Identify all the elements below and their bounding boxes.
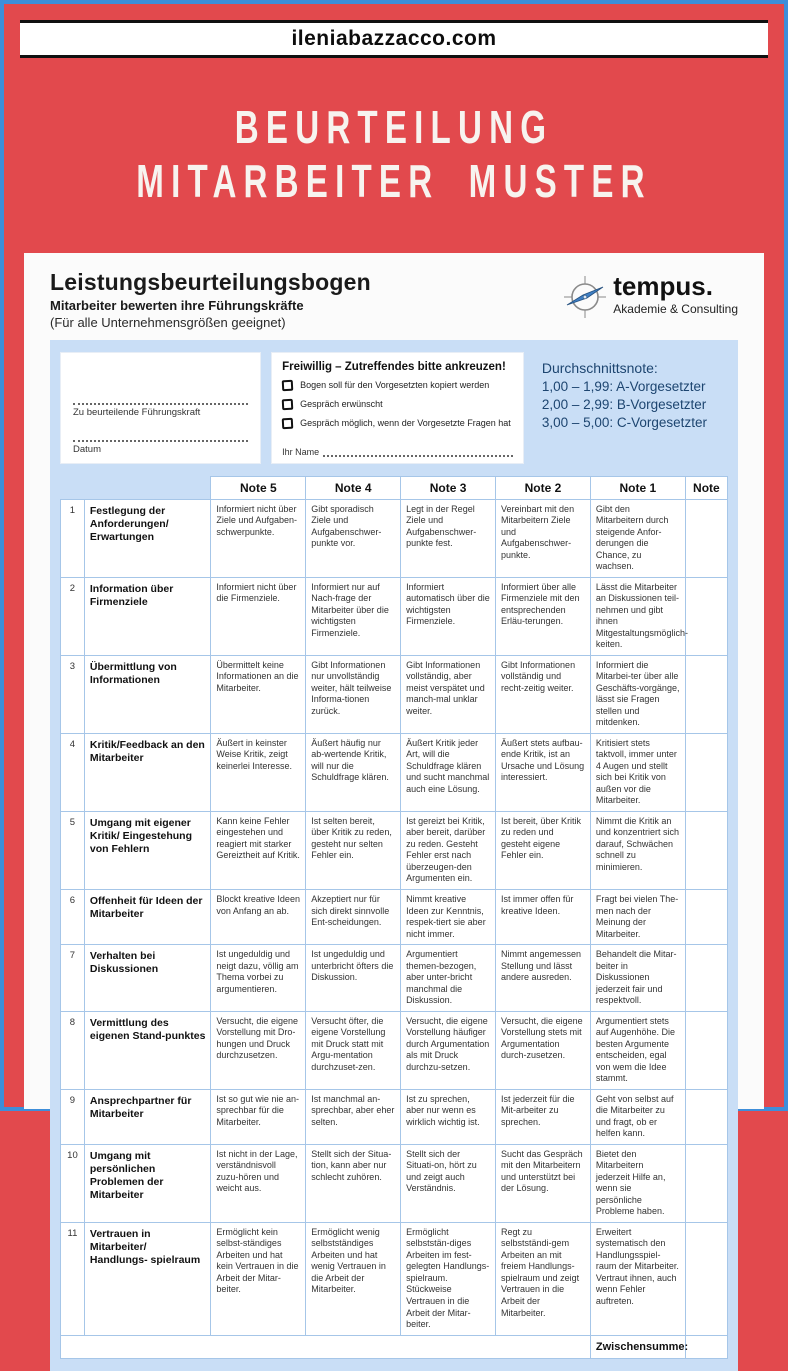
document-subtitle-2: (Für alle Unternehmensgrößen geeignet) xyxy=(50,314,286,330)
average-note-title: Durchschnittsnote: xyxy=(541,359,658,376)
average-note-line-c: 3,00 – 5,00: C-Vorgesetzter xyxy=(541,414,707,430)
average-note-block xyxy=(534,352,728,464)
criterion-label: Offenheit für Ideen der Mitarbeiter xyxy=(84,890,211,945)
table-row xyxy=(61,655,728,733)
document-subtitle: Mitarbeiter bewerten ihre Führungskräfte xyxy=(50,297,304,313)
checkbox-row-questions xyxy=(282,418,513,429)
document-header xyxy=(50,269,738,330)
note-description: Stellt sich der Situati-on, hört zu und zeigt auch Verständnis. xyxy=(401,1144,496,1222)
note-description: Legt in der Regel Ziele und Aufgabenschwer-punkte fest. xyxy=(401,499,496,577)
logo-text xyxy=(613,270,738,316)
note-description: Ist so gut wie nie an-sprechbar für die Mitarbeiter. xyxy=(211,1089,306,1144)
note-description: Vereinbart mit den Mitarbeitern Ziele und Aufgabenschwer-punkte. xyxy=(496,499,591,577)
row-number: 6 xyxy=(61,890,85,945)
note-description: Informiert nicht über Ziele und Aufgaben-schwerpunkte. xyxy=(211,499,306,577)
checkbox-row-copy xyxy=(282,380,513,391)
row-number: 8 xyxy=(61,1011,85,1089)
checkbox-talk[interactable] xyxy=(282,398,294,410)
table-row xyxy=(61,945,728,1012)
note-description: Kritisiert stets taktvoll, immer unter 4 Augen und stellt sich bei Kritik von außen vor die Mitarbeiter. xyxy=(590,733,685,811)
note-description: Ermöglicht wenig selbstständiges Arbeiten und hat wenig Vertrauen in die Arbeit der Mitarbeiter. xyxy=(306,1222,401,1335)
row-number: 3 xyxy=(61,655,85,733)
note-description: Gibt Informationen vollständig und recht-zeitig weiter. xyxy=(496,655,591,733)
document-sheet xyxy=(24,253,764,1353)
form-area xyxy=(50,340,738,1371)
leader-field-label: Zu beurteilende Führungskraft xyxy=(73,406,201,418)
score-entry-cell[interactable] xyxy=(685,1089,727,1144)
checkbox-questions-label: Gespräch möglich, wenn der Vorgesetzte Fragen hat xyxy=(300,418,511,429)
note-description: Lässt die Mitarbeiter an Diskussionen teil-nehmen und gibt ihnen Mitgestaltungsmöglich-keiten. xyxy=(590,577,685,655)
row-number: 5 xyxy=(61,811,85,889)
table-row xyxy=(61,1222,728,1335)
score-entry-cell[interactable] xyxy=(685,655,727,733)
note-description: Versucht öfter, die eigene Vorstellung mit Druck statt mit Argu-mentation durchzuset-zen. xyxy=(306,1011,401,1089)
header-note-3: Note 3 xyxy=(401,476,496,499)
note-description: Informiert über alle Firmenziele mit den entsprechenden Erläu-terungen. xyxy=(496,577,591,655)
name-input-line[interactable] xyxy=(323,449,513,457)
header-note-1: Note 1 xyxy=(590,476,685,499)
note-description: Äußert stets aufbau-ende Kritik, ist an Ursache und Lösung interessiert. xyxy=(496,733,591,811)
criterion-label: Vertrauen in Mitarbeiter/ Handlungs- spielraum xyxy=(84,1222,211,1335)
note-description: Ist selten bereit, über Kritik zu reden, gesteht nur selten Fehler ein. xyxy=(306,811,401,889)
criterion-label: Information über Firmenziele xyxy=(84,577,211,655)
note-description: Informiert automatisch über die wichtigsten Firmenziele. xyxy=(401,577,496,655)
score-entry-cell[interactable] xyxy=(685,945,727,1012)
table-row xyxy=(61,1089,728,1144)
note-description: Äußert Kritik jeder Art, will die Schuldfrage klären und sucht manchmal auch eine Lösung. xyxy=(401,733,496,811)
name-row xyxy=(282,437,513,457)
criterion-label: Verhalten bei Diskussionen xyxy=(84,945,211,1012)
header-note-4: Note 4 xyxy=(306,476,401,499)
note-description: Ist gereizt bei Kritik, aber bereit, darüber zu reden. Gesteht Fehler erst nach überzeugen-den Argumenten ein. xyxy=(401,811,496,889)
criterion-label: Übermittlung von Informationen xyxy=(84,655,211,733)
tempus-logo xyxy=(563,270,738,319)
note-description: Ermöglicht selbststän-diges Arbeiten im fest-gelegten Handlungs-spielraum. Stückweise Vertrauen in die Arbeit der Mitar-beiter. xyxy=(401,1222,496,1335)
note-description: Behandelt die Mitar-beiter in Diskussionen jederzeit fair und respektvoll. xyxy=(590,945,685,1012)
person-date-box xyxy=(60,352,261,464)
note-description: Stellt sich der Situa-tion, kann aber nur schlecht zuhören. xyxy=(306,1144,401,1222)
average-note-line-a: 1,00 – 1,99: A-Vorgesetzter xyxy=(541,378,706,394)
hero-line-2: MITARBEITER MUSTER xyxy=(136,155,652,208)
hero-line-1: BEURTEILUNG xyxy=(234,101,554,153)
row-number: 9 xyxy=(61,1089,85,1144)
evaluation-table xyxy=(60,476,728,1359)
note-description: Übermittelt keine Informationen an die Mitarbeiter. xyxy=(211,655,306,733)
row-number: 4 xyxy=(61,733,85,811)
note-description: Gibt Informationen nur unvollständig weiter, hält teilweise Informa-tionen zurück. xyxy=(306,655,401,733)
criterion-label: Umgang mit persönlichen Problemen der Mitarbeiter xyxy=(84,1144,211,1222)
note-description: Bietet den Mitarbeitern jederzeit Hilfe an, wenn sie persönliche Probleme haben. xyxy=(590,1144,685,1222)
note-description: Geht von selbst auf die Mitarbeiter zu und fragt, ob er helfen kann. xyxy=(590,1089,685,1144)
document-title: Leistungsbeurteilungsbogen xyxy=(50,268,371,295)
score-entry-cell[interactable] xyxy=(685,577,727,655)
note-description: Ist manchmal an-sprechbar, aber eher selten. xyxy=(306,1089,401,1144)
note-description: Versucht, die eigene Vorstellung mit Dro-hungen und Druck durchzusetzen. xyxy=(211,1011,306,1089)
site-url: ileniabazzacco.com xyxy=(291,27,497,50)
table-row xyxy=(61,1144,728,1222)
hero-title xyxy=(4,100,784,209)
note-description: Nimmt kreative Ideen zur Kenntnis, respek-tiert sie aber nicht immer. xyxy=(401,890,496,945)
note-description: Nimmt die Kritik an und konzentriert sich darauf, Schwächen schnell zu minimieren. xyxy=(590,811,685,889)
note-description: Informiert nicht über die Firmenziele. xyxy=(211,577,306,655)
checkbox-questions[interactable] xyxy=(282,417,294,429)
form-top-row xyxy=(60,352,728,464)
table-row xyxy=(61,1011,728,1089)
row-number: 11 xyxy=(61,1222,85,1335)
score-entry-cell[interactable] xyxy=(685,1144,727,1222)
note-description: Ist nicht in der Lage, verständnisvoll zuzu-hören und weicht aus. xyxy=(211,1144,306,1222)
note-description: Blockt kreative Ideen von Anfang an ab. xyxy=(211,890,306,945)
site-banner xyxy=(20,20,768,58)
subtotal-spacer xyxy=(61,1335,591,1358)
note-description: Nimmt angemessen Stellung und lässt andere ausreden. xyxy=(496,945,591,1012)
note-description: Regt zu selbstständi-gem Arbeiten an mit freiem Handlungs-spielraum und zeigt Vertrauen in die Arbeit der Mitarbeiter. xyxy=(496,1222,591,1335)
compass-icon xyxy=(563,275,607,319)
row-number: 10 xyxy=(61,1144,85,1222)
note-description: Ist zu sprechen, aber nur wenn es wirklich wichtig ist. xyxy=(401,1089,496,1144)
average-note-line-b: 2,00 – 2,99: B-Vorgesetzter xyxy=(541,396,707,412)
note-description: Argumentiert themen-bezogen, aber unter-bricht manchmal die Diskussion. xyxy=(401,945,496,1012)
note-description: Ist ungeduldig und neigt dazu, völlig am Thema vorbei zu argumentieren. xyxy=(211,945,306,1012)
note-description: Gibt den Mitarbeitern durch steigende Anfor-derungen die Chance, zu wachsen. xyxy=(590,499,685,577)
voluntary-title: Freiwillig – Zutreffendes bitte ankreuzen! xyxy=(282,360,506,373)
date-input-line[interactable] xyxy=(73,432,248,442)
note-description: Gibt sporadisch Ziele und Aufgabenschwer-punkte vor. xyxy=(306,499,401,577)
checkbox-copy-label: Bogen soll für den Vorgesetzten kopiert werden xyxy=(300,380,490,391)
note-description: Äußert in keinster Weise Kritik, zeigt keinerlei Interesse. xyxy=(211,733,306,811)
table-header-row xyxy=(61,476,728,499)
subtotal-label: Zwischensumme: xyxy=(590,1335,685,1358)
header-blank-criterion xyxy=(84,476,211,499)
note-description: Versucht, die eigene Vorstellung häufiger durch Argumentation als mit Druck durchzu-setzen. xyxy=(401,1011,496,1089)
document-titles xyxy=(50,269,371,330)
logo-tagline: Akademie & Consulting xyxy=(613,301,738,316)
name-label: Ihr Name xyxy=(282,446,320,457)
note-description: Sucht das Gespräch mit den Mitarbeitern und unterstützt bei der Lösung. xyxy=(496,1144,591,1222)
checkbox-copy[interactable] xyxy=(282,379,294,391)
note-description: Erweitert systematisch den Handlungsspiel-raum der Mitarbeiter. Vertraut ihnen, auch wenn Fehler auftreten. xyxy=(590,1222,685,1335)
table-row xyxy=(61,499,728,577)
row-number: 2 xyxy=(61,577,85,655)
note-description: Ist ungeduldig und unterbricht öfters die Diskussion. xyxy=(306,945,401,1012)
table-row xyxy=(61,811,728,889)
criterion-label: Ansprechpartner für Mitarbeiter xyxy=(84,1089,211,1144)
date-field-label: Datum xyxy=(73,443,101,455)
criterion-label: Vermittlung des eigenen Stand-punktes xyxy=(84,1011,211,1089)
note-description: Fragt bei vielen The-men nach der Meinung der Mitarbeiter. xyxy=(590,890,685,945)
note-description: Äußert häufig nur ab-wertende Kritik, will nur die Schuldfrage klären. xyxy=(306,733,401,811)
score-entry-cell[interactable] xyxy=(685,1222,727,1335)
table-row xyxy=(61,577,728,655)
header-note-2: Note 2 xyxy=(496,476,591,499)
criterion-label: Festlegung der Anforderungen/ Erwartungen xyxy=(84,499,211,577)
note-description: Informiert nur auf Nach-frage der Mitarbeiter über die wichtigsten Firmenziele. xyxy=(306,577,401,655)
criteria-table-body xyxy=(61,499,728,1335)
note-description: Ermöglicht kein selbst-ständiges Arbeiten und hat kein Vertrauen in die Arbeit der Mitar-beiter. xyxy=(211,1222,306,1335)
note-description: Akzeptiert nur für sich direkt sinnvolle Ent-scheidungen. xyxy=(306,890,401,945)
logo-wordmark: tempus. xyxy=(613,270,713,301)
voluntary-box xyxy=(271,352,524,464)
note-description: Ist jederzeit für die Mit-arbeiter zu sprechen. xyxy=(496,1089,591,1144)
note-description: Ist immer offen für kreative Ideen. xyxy=(496,890,591,945)
header-blank-num xyxy=(61,476,85,499)
note-description: Gibt Informationen vollständig, aber meist verspätet und manch-mal unklar weiter. xyxy=(401,655,496,733)
score-entry-cell[interactable] xyxy=(685,1011,727,1089)
note-description: Argumentiert stets auf Augenhöhe. Die besten Argumente entscheiden, egal von wem die Idee stammt. xyxy=(590,1011,685,1089)
score-entry-cell[interactable] xyxy=(685,499,727,577)
score-entry-cell[interactable] xyxy=(685,890,727,945)
subtotal-row xyxy=(61,1335,728,1358)
note-description: Ist bereit, über Kritik zu reden und gesteht eigene Fehler ein. xyxy=(496,811,591,889)
header-note: Note xyxy=(685,476,727,499)
note-description: Kann keine Fehler eingestehen und reagiert mit starker Gereiztheit auf Kritik. xyxy=(211,811,306,889)
note-description: Informiert die Mitarbei-ter über alle Geschäfts-vorgänge, lässt sie Fragen stellen und mitdenken. xyxy=(590,655,685,733)
criterion-label: Umgang mit eigener Kritik/ Eingestehung von Fehlern xyxy=(84,811,211,889)
checkbox-talk-label: Gespräch erwünscht xyxy=(300,399,383,410)
note-description: Versucht, die eigene Vorstellung stets mit Argumentation durch-zusetzen. xyxy=(496,1011,591,1089)
checkbox-row-talk xyxy=(282,399,513,410)
table-row xyxy=(61,890,728,945)
score-entry-cell[interactable] xyxy=(685,811,727,889)
table-row xyxy=(61,733,728,811)
leader-input-line[interactable] xyxy=(73,395,248,405)
header-note-5: Note 5 xyxy=(211,476,306,499)
criterion-label: Kritik/Feedback an den Mitarbeiter xyxy=(84,733,211,811)
row-number: 7 xyxy=(61,945,85,1012)
subtotal-value-cell[interactable] xyxy=(685,1335,727,1358)
row-number: 1 xyxy=(61,499,85,577)
score-entry-cell[interactable] xyxy=(685,733,727,811)
